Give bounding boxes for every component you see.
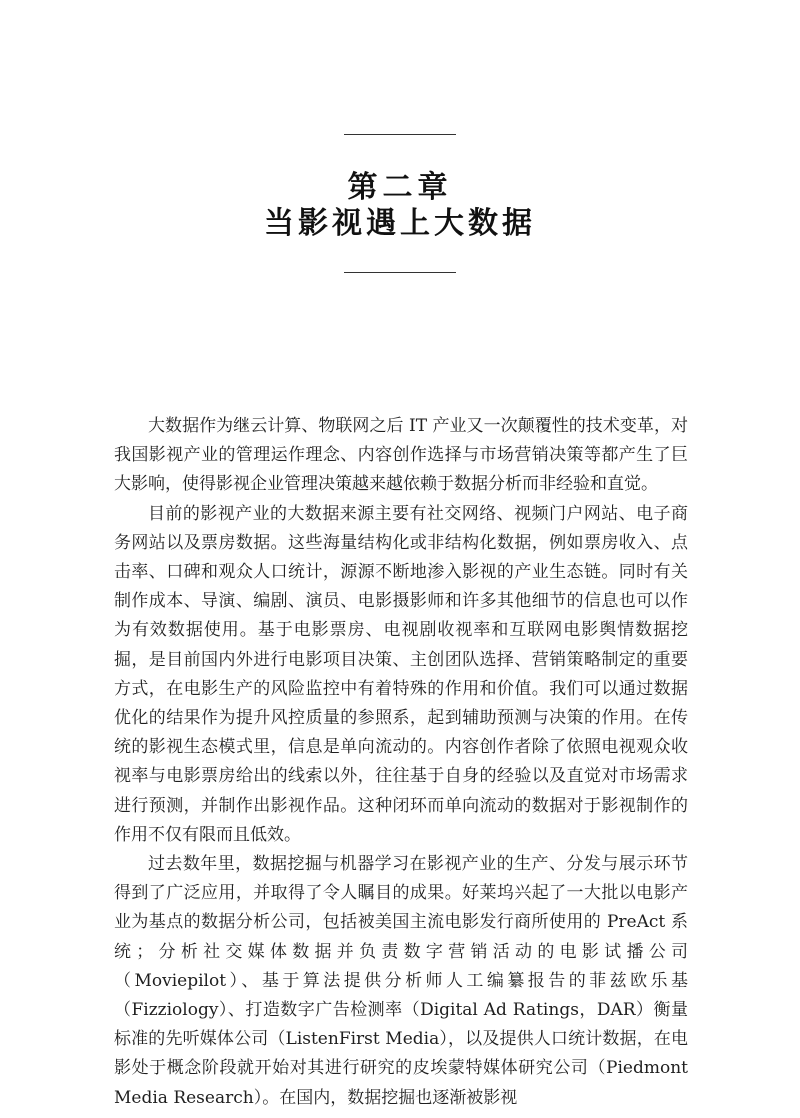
chapter-title: 当影视遇上大数据 [264,206,536,241]
bottom-divider [344,272,456,273]
chapter-number: 第二章 [347,170,453,205]
paragraph: 过去数年里，数据挖掘与机器学习在影视产业的生产、分发与展示环节得到了广泛应用，并取得了令人瞩目的成果。好莱坞兴起了一大批以电影产业为基点的数据分析公司，包括被美国主流电影发行商所使用的 PreAct 系统；分析社交媒体数据并负责数字营销活动的电影试播公司（Moviepilot）、基于算法提供分析师人工编纂报告的菲兹欧乐基（Fizziology）、打造数字广告检测率（Digital Ad Ratings，DAR）衡量标准的先听媒体公司（ListenFirst Media），以及提供人口统计数据，在电影处于概念阶段就开始对其进行研究的皮埃蒙特媒体研究公司（Piedmont Media Research）。在国内，数据挖掘也逐渐被影视 [114,854,688,1108]
top-divider [344,134,456,135]
body-text [114,412,688,1113]
paragraph: 大数据作为继云计算、物联网之后 IT 产业又一次颠覆性的技术变革，对我国影视产业的管理运作理念、内容创作选择与市场营销决策等都产生了巨大影响，使得影视企业管理决策越来越依赖于数据分析而非经验和直觉。 [114,416,688,495]
paragraph: 目前的影视产业的大数据来源主要有社交网络、视频门户网站、电子商务网站以及票房数据。这些海量结构化或非结构化数据，例如票房收入、点击率、口碑和观众人口统计，源源不断地渗入影视的产业生态链。同时有关制作成本、导演、编剧、演员、电影摄影师和许多其他细节的信息也可以作为有效数据使用。基于电影票房、电视剧收视率和互联网电影舆情数据挖掘，是目前国内外进行电影项目决策、主创团队选择、营销策略制定的重要方式，在电影生产的风险监控中有着特殊的作用和价值。我们可以通过数据优化的结果作为提升风控质量的参照系，起到辅助预测与决策的作用。在传统的影视生态模式里，信息是单向流动的。内容创作者除了依照电视观众收视率与电影票房给出的线索以外，往往基于自身的经验以及直觉对市场需求进行预测，并制作出影视作品。这种闭环而单向流动的数据对于影视制作的作用不仅有限而且低效。 [114,503,688,845]
